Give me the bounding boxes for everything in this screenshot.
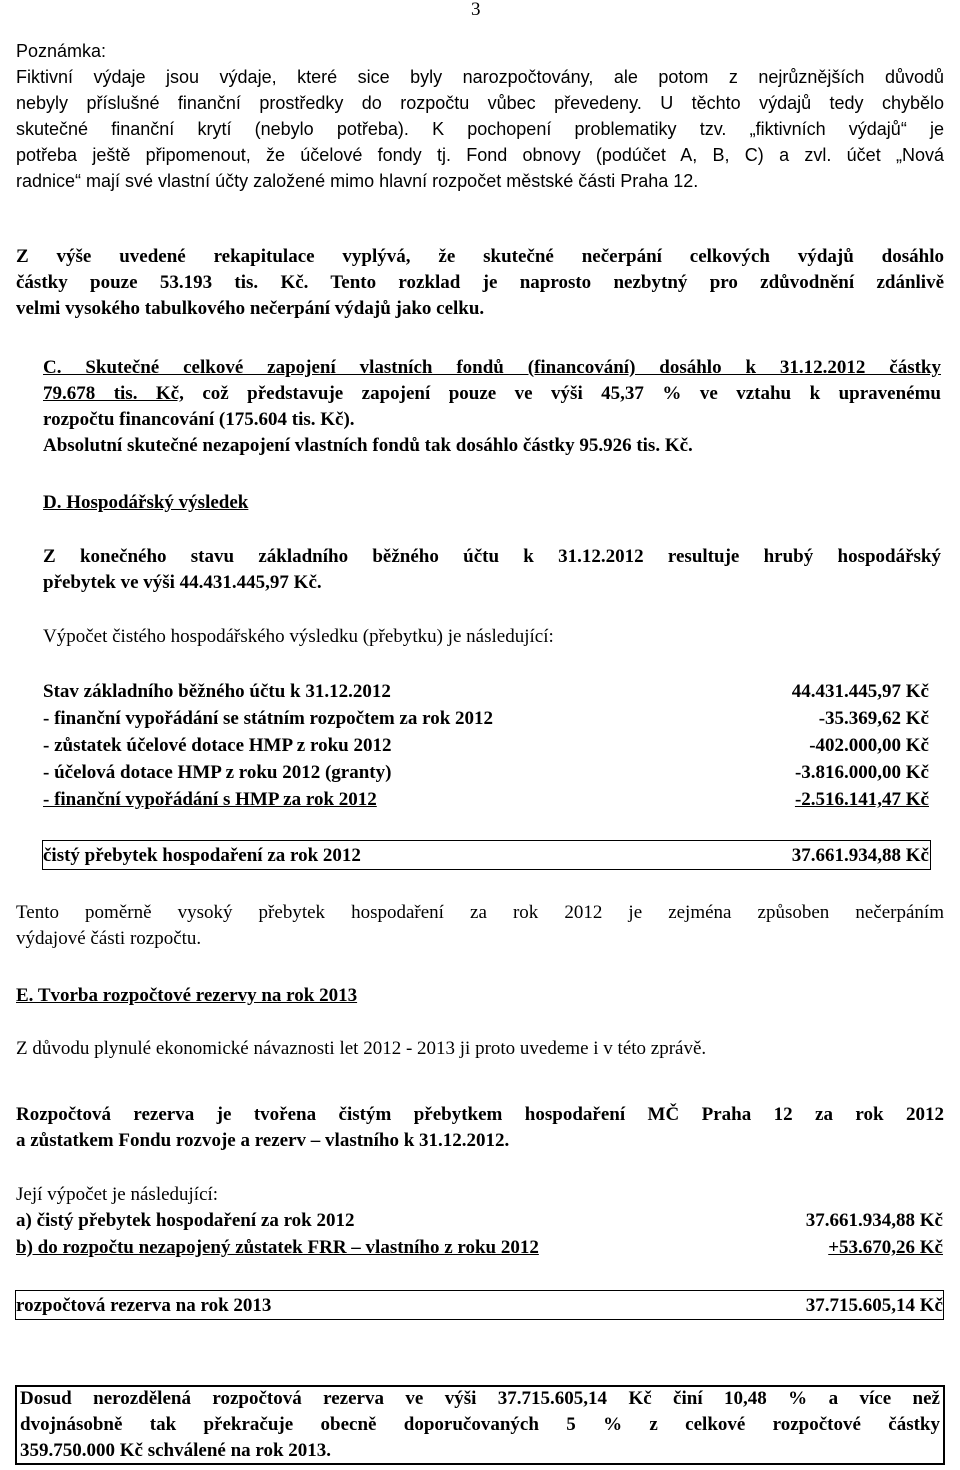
reserve-row-label: a) čistý přebytek hospodaření za rok 2012	[16, 1210, 355, 1231]
section-d-bold-paragraph	[43, 544, 943, 596]
conclusion-line: dvojnásobně tak překračuje obecně doporučovaných 5 % z celkové rozpočtové částky	[20, 1414, 940, 1435]
reserve-row	[16, 1208, 943, 1234]
note-line: radnice“ mají své vlastní účty založené mimo hlavní rozpočet městské části Praha 12.	[16, 171, 699, 191]
section-e-heading: E. Tvorba rozpočtové rezervy na rok 2013	[16, 985, 358, 1006]
calc-row-label: - finanční vypořádání se státním rozpočtem za rok 2012	[43, 708, 494, 729]
section-c-line: rozpočtu financování (175.604 tis. Kč).	[43, 409, 355, 430]
reserve-total-row	[16, 1293, 943, 1319]
calc-row-value: -35.369,62 Kč	[818, 708, 929, 729]
note-line: Fiktivní výdaje jsou výdaje, které sice byly narozpočtovány, ale potom z nejrůznějších důvodů	[16, 67, 944, 87]
calc-row-label: - finanční vypořádání s HMP za rok 2012	[43, 789, 377, 810]
calc-row-label: - účelová dotace HMP z roku 2012 (granty)	[43, 762, 392, 783]
net-surplus-row	[43, 843, 929, 869]
conclusion-line: 359.750.000 Kč schválené na rok 2013.	[20, 1440, 332, 1461]
conclusion-line: Dosud nerozdělená rozpočtová rezerva ve výši 37.715.605,14 Kč činí 10,48 % a více než	[20, 1388, 940, 1409]
conclusion-paragraph	[20, 1386, 942, 1464]
calc-row	[43, 706, 929, 732]
section-c	[43, 355, 943, 459]
section-d-line: Z konečného stavu základního běžného účtu k 31.12.2012 resultuje hrubý hospodářský	[43, 546, 941, 567]
calc-row-value: -2.516.141,47 Kč	[794, 789, 929, 810]
section-c-text: což představuje zapojení pouze ve výši 45,37 % ve vztahu k upravenému	[183, 383, 941, 404]
calc-row-value: -3.816.000,00 Kč	[794, 762, 929, 783]
section-e-bold-paragraph	[16, 1102, 944, 1154]
section-d-comment	[16, 900, 944, 952]
calc-row	[43, 760, 929, 786]
comment-line: výdajové části rozpočtu.	[16, 928, 202, 949]
calc-row-value: -402.000,00 Kč	[809, 735, 929, 756]
summary-line: velmi vysokého tabulkového nečerpání výdajů jako celku.	[16, 298, 485, 319]
net-surplus-label: čistý přebytek hospodaření za rok 2012	[43, 845, 361, 866]
section-c-line: Absolutní skutečné nezapojení vlastních fondů tak dosáhlo částky 95.926 tis. Kč.	[43, 435, 693, 456]
section-c-amount: 79.678 tis. Kč,	[43, 383, 184, 404]
section-e-line: Rozpočtová rezerva je tvořena čistým přebytkem hospodaření MČ Praha 12 za rok 2012	[16, 1104, 944, 1125]
summary-line: částky pouze 53.193 tis. Kč. Tento rozklad je naprosto nezbytný pro zdůvodnění zdánlivě	[16, 272, 944, 293]
comment-line: Tento poměrně vysoký přebytek hospodaření za rok 2012 je zejména způsoben nečerpáním	[16, 902, 944, 923]
section-e-line: a zůstatkem Fondu rozvoje a rezerv – vlastního k 31.12.2012.	[16, 1130, 510, 1151]
section-d-line: přebytek ve výši 44.431.445,97 Kč.	[43, 572, 322, 593]
calc-row-label: - zůstatek účelové dotace HMP z roku 2012	[43, 735, 392, 756]
note-line: potřeba ještě připomenout, že účelové fondy tj. Fond obnovy (podúčet A, B, C) a zvl. účet „Nová	[16, 145, 944, 165]
calc-row	[43, 679, 929, 705]
note-section	[16, 38, 944, 194]
section-d-heading: D. Hospodářský výsledek	[43, 492, 249, 513]
section-d-calc-intro: Výpočet čistého hospodářského výsledku (přebytku) je následující:	[43, 626, 554, 647]
note-line: nebyly příslušné finanční prostředky do rozpočtu vůbec převedeny. U těchto výdajů tedy chybělo	[16, 93, 944, 113]
reserve-row-value: +53.670,26 Kč	[828, 1237, 943, 1258]
summary-paragraph	[16, 244, 944, 322]
section-c-line	[43, 381, 941, 407]
calc-row	[43, 733, 929, 759]
section-c-line: C. Skutečné celkové zapojení vlastních fondů (financování) dosáhlo k 31.12.2012 částky	[43, 357, 941, 378]
note-line: skutečné finanční krytí (nebylo potřeba). K pochopení problematiky tzv. „fiktivních výdajů“ je	[16, 119, 944, 139]
reserve-row-value: 37.661.934,88 Kč	[805, 1210, 943, 1231]
section-e-calc-intro: Její výpočet je následující:	[16, 1184, 219, 1205]
reserve-total-label: rozpočtová rezerva na rok 2013	[16, 1295, 272, 1316]
summary-line: Z výše uvedené rekapitulace vyplývá, že skutečné nečerpání celkových výdajů dosáhlo	[16, 246, 944, 267]
reserve-total-value: 37.715.605,14 Kč	[805, 1295, 943, 1316]
calc-row-value: 44.431.445,97 Kč	[791, 681, 929, 702]
note-heading: Poznámka:	[16, 41, 107, 61]
net-surplus-value: 37.661.934,88 Kč	[791, 845, 929, 866]
reserve-row-label: b) do rozpočtu nezapojený zůstatek FRR – vlastního z roku 2012	[16, 1237, 539, 1258]
calc-row	[43, 787, 929, 813]
calc-row-label: Stav základního běžného účtu k 31.12.2012	[43, 681, 391, 702]
section-e-reason: Z důvodu plynulé ekonomické návaznosti let 2012 - 2013 ji proto uvedeme i v této zprávě.	[16, 1038, 707, 1059]
page-number: 3	[471, 0, 481, 20]
reserve-row	[16, 1235, 943, 1261]
